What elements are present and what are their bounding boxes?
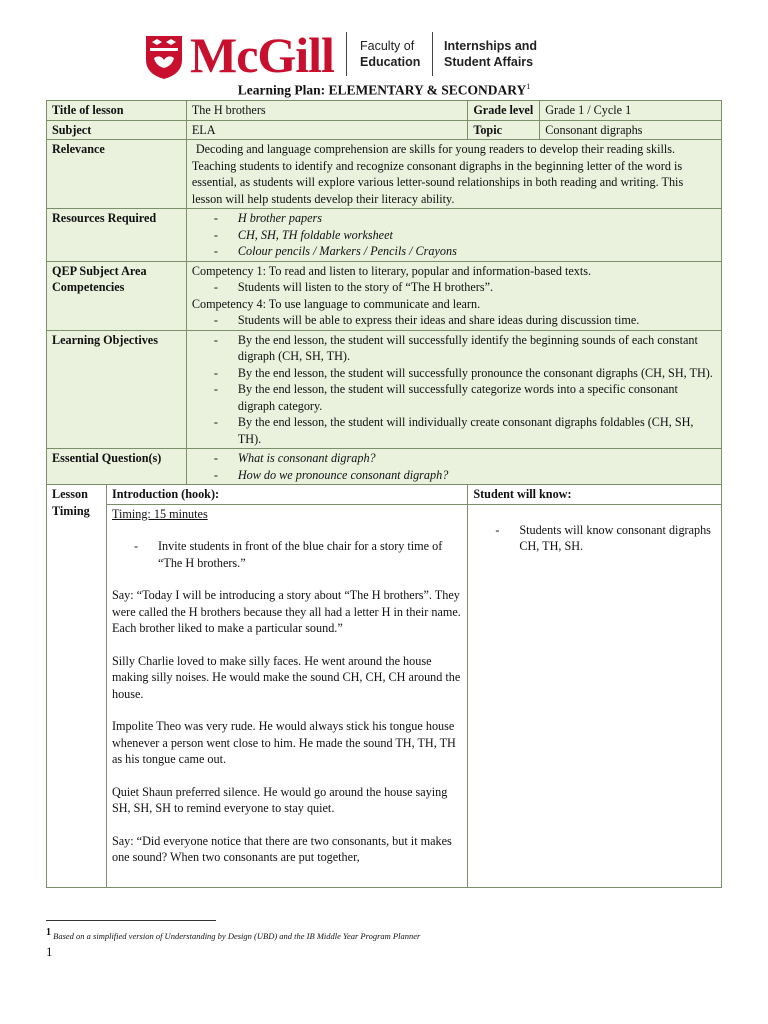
divider <box>432 32 433 76</box>
list-item: - Invite students in front of the blue chair for a story time of “The H brothers.” <box>134 538 462 571</box>
timing-value: Timing: 15 minutes <box>111 506 208 521</box>
subject-label: Subject <box>47 120 187 140</box>
footnote-separator <box>46 920 216 921</box>
essential-questions-label: Essential Question(s) <box>47 449 187 485</box>
story-paragraph: Impolite Theo was very rude. He would always stick his tongue house whenever a person went close to him. He made the sound TH, TH, TH as his tongue came out. <box>111 719 456 766</box>
list-item: - Students will listen to the story of “The H brothers”. <box>214 279 716 296</box>
competency-1: Competency 1: To read and listen to literary, popular and information-based texts. <box>191 263 592 278</box>
objectives-label: Learning Objectives <box>47 330 187 449</box>
student-will-know-body <box>468 504 722 887</box>
introduction-body <box>106 504 467 887</box>
qep-label: QEP Subject Area Competencies <box>47 261 187 330</box>
page-number: 1 <box>46 944 53 959</box>
subject-value: ELA <box>186 120 467 140</box>
list-item: - Colour pencils / Markers / Pencils / Crayons <box>214 243 716 260</box>
document-title: Learning Plan: ELEMENTARY & SECONDARY$^1$ <box>237 82 531 98</box>
list-item: - H brother papers <box>214 210 716 227</box>
title-label: Title of lesson <box>47 101 187 121</box>
resources-list <box>186 209 721 262</box>
story-paragraph: Silly Charlie loved to make silly faces. He went around the house making silly noises. He would make the sound CH, CH, CH around the house. <box>111 653 461 701</box>
title-value: The H brothers <box>186 101 467 121</box>
topic-value: Consonant digraphs <box>540 120 722 140</box>
mcgill-shield-icon <box>144 34 184 80</box>
relevance-text: Decoding and language comprehension are skills for young readers to develop their reading skills. Teaching students to identify and recognize consonant digraphs in the beginning letter of the word is essential, as students will explore various letter-sound relationships in both reading and writing. This lesson will help students develop their literacy ability. <box>186 140 721 209</box>
learning-plan-table <box>46 100 722 888</box>
student-will-know-header: Student will know: <box>468 485 722 505</box>
list-item: - What is consonant digraph? <box>214 450 716 467</box>
competencies <box>186 261 721 330</box>
topic-label: Topic <box>468 120 540 140</box>
story-paragraph: Say: “Today I will be introducing a story about “The H brothers”. They were called the H brothers because they all had a letter H in their name. Each brother liked to make a particular sound.” <box>111 588 461 635</box>
affairs-label: Internships and Student Affairs <box>444 39 538 69</box>
list-item: - Students will know consonant digraphs CH, TH, SH. <box>495 522 716 555</box>
footnote: $^1$ Based on a simplified version of Understanding by Design (UBD) and the IB Middle Year Program Planner <box>46 927 421 941</box>
mcgill-logo-text: McGill <box>190 27 334 83</box>
grade-label: Grade level <box>468 101 540 121</box>
list-item: - By the end lesson, the student will individually create consonant digraphs foldables (CH, SH, TH). <box>214 414 716 447</box>
relevance-label: Relevance <box>47 140 187 209</box>
list-item: - How do we pronounce consonant digraph? <box>214 467 716 484</box>
objectives-list <box>186 330 721 449</box>
list-item: - By the end lesson, the student will successfully pronounce the consonant digraphs (CH, SH, TH). <box>214 365 716 382</box>
faculty-label: Faculty of Education <box>360 39 421 69</box>
story-paragraph: Quiet Shaun preferred silence. He would go around the house saying SH, SH, SH to remind everyone to stay quiet. <box>111 784 448 815</box>
list-item: - By the end lesson, the student will successfully identify the beginning sounds of each constant digraph (CH, SH, TH). <box>214 332 716 365</box>
story-paragraph: Say: “Did everyone notice that there are two consonants, but it makes one sound? When two consonants are put together, <box>111 833 452 864</box>
competency-4: Competency 4: To use language to communicate and learn. <box>191 296 481 311</box>
list-item: - By the end lesson, the student will successfully categorize words into a specific consonant digraph category. <box>214 381 716 414</box>
list-item: - Students will be able to express their ideas and share ideas during discussion time. <box>214 312 716 329</box>
divider <box>346 32 347 76</box>
introduction-header: Introduction (hook): <box>106 485 467 505</box>
mcgill-header <box>140 28 570 84</box>
grade-value: Grade 1 / Cycle 1 <box>540 101 722 121</box>
essential-questions-list <box>186 449 721 485</box>
resources-label: Resources Required <box>47 209 187 262</box>
lesson-timing-label: Lesson Timing <box>47 485 107 888</box>
list-item: - CH, SH, TH foldable worksheet <box>214 227 716 244</box>
